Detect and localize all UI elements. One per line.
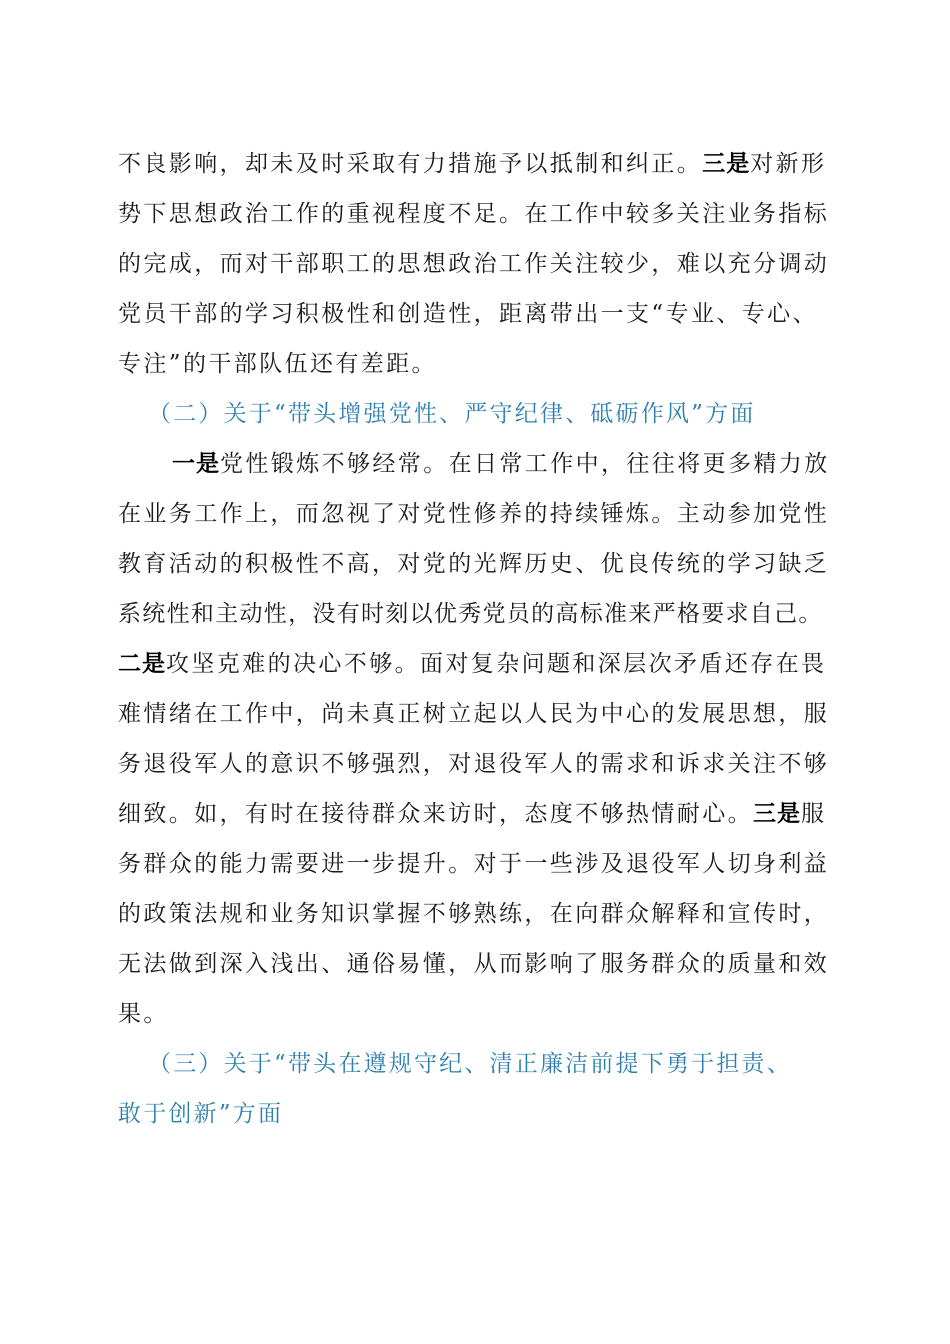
paragraph-line xyxy=(118,639,832,689)
paragraph-line: 专注”的干部队伍还有差距。 xyxy=(118,351,437,377)
text-run: 不良影响，却未及时采取有力措施予以抵制和纠正。 xyxy=(118,151,703,177)
paragraph-line: 党员干部的学习积极性和创造性，距离带出一支“专业、专心、 xyxy=(118,301,818,327)
text-run: 党性锻炼不够经常。在日常工作中，往往将更多精力放 xyxy=(220,451,830,477)
section-heading-3-cont: 敢于创新”方面 xyxy=(118,1101,284,1127)
paragraph-line xyxy=(118,139,832,189)
paragraph-line: 系统性和主动性，没有时刻以优秀党员的高标准来严格要求自己。 xyxy=(118,601,823,627)
paragraph-line: 无法做到深入浅出、通俗易懂，从而影响了服务群众的质量和效 xyxy=(118,951,830,977)
text-run: 攻坚克难的决心不够。面对复杂问题和深层次矛盾还存在畏 xyxy=(166,651,827,677)
section-heading-2: （二）关于“带头增强党性、严守纪律、砥砺作风”方面 xyxy=(148,401,756,427)
paragraph-line xyxy=(118,789,832,839)
paragraph-line: 的完成，而对干部职工的思想政治工作关注较少，难以充分调动 xyxy=(118,251,830,277)
text-run: 对新形 xyxy=(750,151,827,177)
text-run: 服 xyxy=(801,801,827,827)
paragraph-line: 难情绪在工作中，尚未真正树立起以人民为中心的发展思想，服 xyxy=(118,701,830,727)
paragraph-line: 的政策法规和业务知识掌握不够熟练，在向群众解释和宣传时， xyxy=(118,901,830,927)
paragraph-line: 教育活动的积极性不高，对党的光辉历史、优良传统的学习缺乏 xyxy=(118,551,830,577)
bold-marker: 二是 xyxy=(118,651,166,677)
paragraph-line: 务退役军人的意识不够强烈，对退役军人的需求和诉求关注不够 xyxy=(118,751,830,777)
paragraph-line: 务群众的能力需要进一步提升。对于一些涉及退役军人切身利益 xyxy=(118,851,830,877)
bold-marker: 一是 xyxy=(172,451,220,477)
paragraph-line: 在业务工作上，而忽视了对党性修养的持续锤炼。主动参加党性 xyxy=(118,501,830,527)
paragraph-line: 果。 xyxy=(118,1001,169,1027)
text-run: 细致。如，有时在接待群众来访时，态度不够热情耐心。 xyxy=(118,801,753,827)
bold-marker: 三是 xyxy=(702,151,751,177)
section-heading-3: （三）关于“带头在遵规守纪、清正廉洁前提下勇于担责、 xyxy=(148,1051,792,1077)
bold-marker: 三是 xyxy=(753,801,801,827)
paragraph-line xyxy=(172,439,832,489)
paragraph-line: 势下思想政治工作的重视程度不足。在工作中较多关注业务指标 xyxy=(118,201,830,227)
